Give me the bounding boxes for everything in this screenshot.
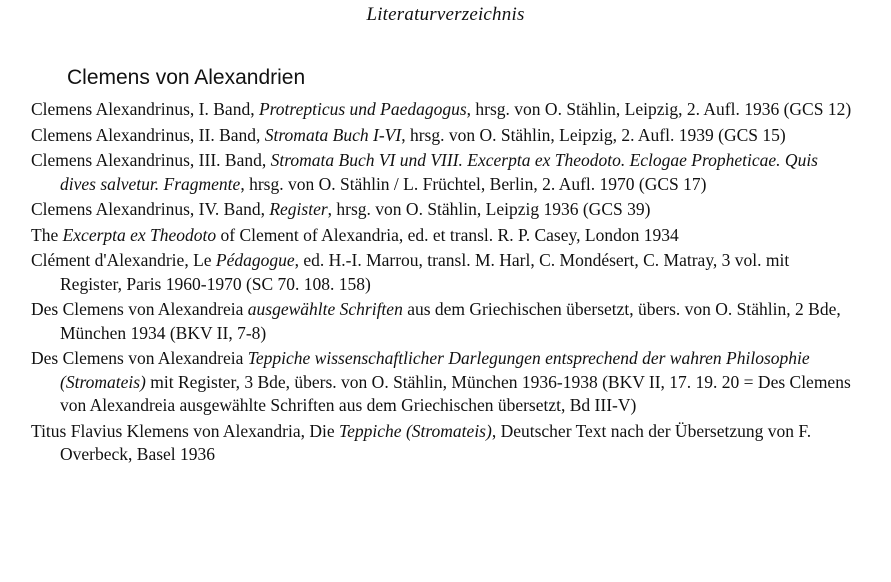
section-heading: Clemens von Alexandrien (67, 66, 306, 89)
entry-title: Excerpta ex Theodoto (62, 224, 217, 245)
bibliography-entry (31, 124, 853, 148)
entry-details: , Deutscher Text nach der Übersetzung von F. Overbeck, Basel 1936 (60, 420, 812, 464)
bibliography-entry (31, 249, 853, 296)
entry-details: , hrsg. von O. Stählin, Leipzig, 2. Aufl. 1936 (GCS 12) (466, 99, 852, 119)
entry-prefix: Clemens Alexandrinus, III. Band, (31, 150, 271, 170)
entry-details: , ed. H.-I. Marrou, transl. M. Harl, C. Mondésert, C. Matray, 3 vol. mit Register, Paris 1960-1970 (SC 70. 108. 158) (60, 250, 790, 294)
bibliography-entry (31, 347, 853, 418)
entry-title: Stromata Buch VI und VIII. Excerpta ex Theodoto. Eclogae Propheticae. Quis dives salvetur. Fragmente (60, 150, 818, 194)
bibliography-entry (31, 298, 853, 345)
entry-title: ausgewählte Schriften (247, 299, 403, 319)
running-title: Literaturverzeichnis (366, 4, 525, 25)
bibliography-entry (31, 420, 853, 467)
entry-prefix: Clément d'Alexandrie, Le (31, 250, 216, 270)
entry-prefix: Des Clemens von Alexandreia (31, 299, 248, 319)
entry-details: , hrsg. von O. Stählin, Leipzig, 2. Aufl. 1939 (GCS 15) (401, 124, 786, 145)
entry-prefix: Des Clemens von Alexandreia (31, 348, 248, 368)
bibliography-list (31, 98, 853, 469)
entry-prefix: Clemens Alexandrinus, II. Band, (31, 124, 265, 145)
entry-title: Stromata Buch I-VI (264, 124, 402, 145)
entry-title: Register (269, 199, 328, 219)
entry-details: mit Register, 3 Bde, übers. von O. Stählin, München 1936-1938 (BKV II, 17. 19. 20 = Des Clemens von Alexandreia ausgewählte Schriften aus dem Griechischen übersetzt, Bd III-V) (60, 371, 851, 415)
entry-title: Teppiche (Stromateis) (339, 420, 492, 441)
entry-details: , hrsg. von O. Stählin, Leipzig 1936 (GCS 39) (327, 199, 651, 219)
entry-title: Teppiche wissenschaftlicher Darlegungen entsprechend der wahren Philosophie (Stromateis) (60, 348, 810, 392)
entry-prefix: Clemens Alexandrinus, I. Band, (31, 99, 259, 119)
entry-details: , hrsg. von O. Stählin / L. Früchtel, Berlin, 2. Aufl. 1970 (GCS 17) (240, 173, 707, 194)
entry-details: aus dem Griechischen übersetzt, übers. von O. Stählin, 2 Bde, München 1934 (BKV II, 7-8) (60, 299, 841, 343)
bibliography-entry (31, 198, 853, 222)
bibliography-entry (31, 149, 853, 196)
bibliography-entry (31, 98, 853, 122)
entry-details: of Clement of Alexandria, ed. et transl. R. P. Casey, London 1934 (216, 224, 679, 245)
entry-prefix: Clemens Alexandrinus, IV. Band, (31, 199, 270, 219)
entry-title: Protrepticus und Paedagogus (258, 99, 467, 119)
entry-prefix: The (31, 224, 63, 245)
entry-title: Pédagogue (215, 250, 295, 270)
entry-prefix: Titus Flavius Klemens von Alexandria, Die (31, 420, 340, 441)
bibliography-entry (31, 224, 853, 248)
